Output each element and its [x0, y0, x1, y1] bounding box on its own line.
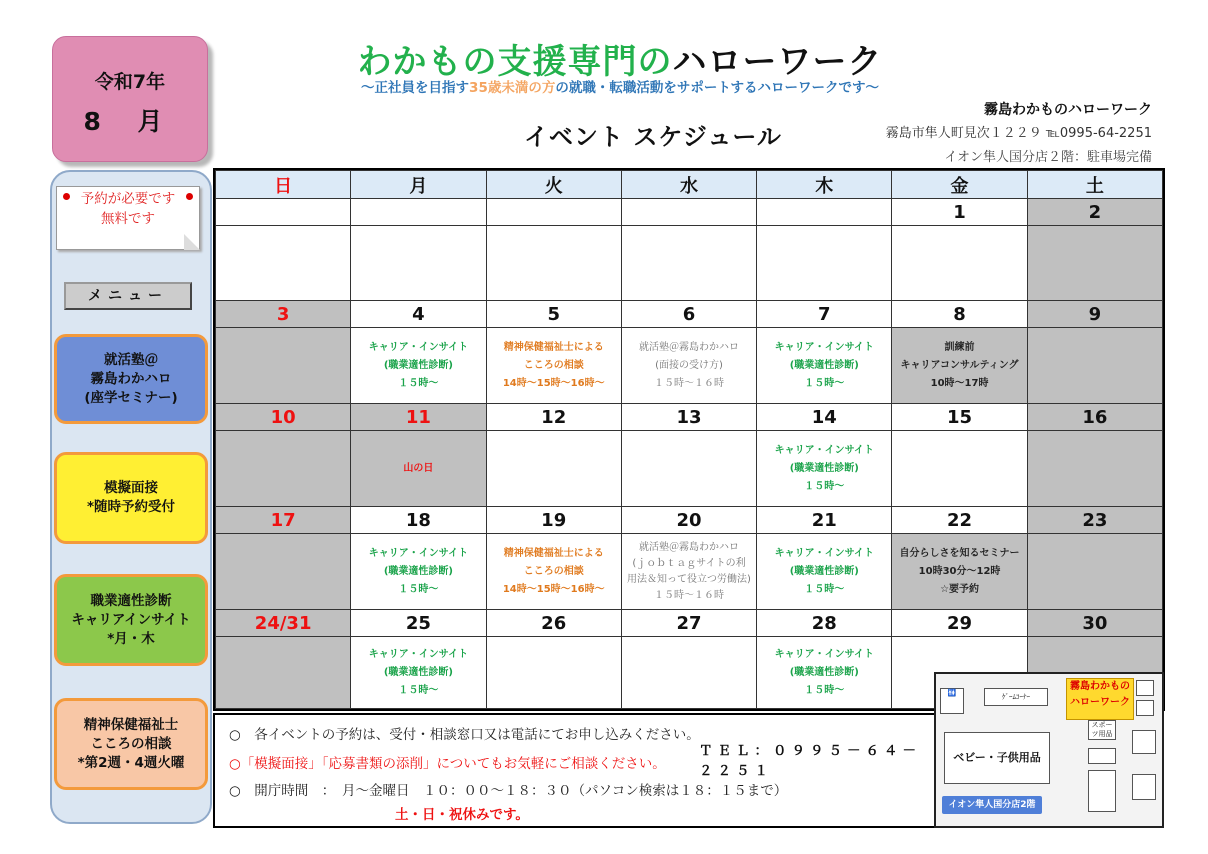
event-line: 14時～15時～16時～	[502, 583, 605, 595]
map-store-label: イオン隼人国分店2階	[942, 796, 1042, 814]
event-cell	[1027, 226, 1162, 301]
date-cell: 10	[216, 404, 351, 431]
event-line: (職業適性診断)	[789, 359, 859, 371]
week-3-dates	[216, 404, 1163, 431]
date-cell: 25	[351, 610, 486, 637]
event-line: (職業適性診断)	[789, 462, 859, 474]
menu-item-aptitude-test[interactable]	[54, 574, 208, 666]
event-line: キャリア・インサイト	[368, 341, 469, 353]
week-3-events	[216, 431, 1163, 507]
menu-item-line: *随時予約受付	[86, 499, 176, 515]
event-line: (職業適性診断)	[383, 565, 453, 577]
date-cell: 12	[486, 404, 621, 431]
footer-note-hours: ○ 開庁時間 ： 月～金曜日 １０：００～１８：３０（パソコン検索は１８：１５まで）	[229, 783, 788, 799]
event-line: 用法＆知って役立つ労働法)	[627, 573, 751, 585]
restroom-icon: 🚻	[940, 688, 964, 714]
era-label: 令和7年	[94, 71, 166, 93]
date-cell: 13	[621, 404, 756, 431]
week-4-dates	[216, 507, 1163, 534]
date-cell: 6	[621, 301, 756, 328]
menu-item-line: 職業適性診断	[90, 592, 172, 609]
date-cell: 18	[351, 507, 486, 534]
date-cell: 17	[216, 507, 351, 534]
event-line: 精神保健福祉士による	[503, 547, 604, 559]
date-cell: 26	[486, 610, 621, 637]
calendar	[213, 168, 1165, 711]
map-shop-box	[1132, 774, 1156, 800]
menu-item-mental-health[interactable]	[54, 698, 208, 790]
event-career-insight[interactable]	[757, 328, 892, 404]
date-cell	[621, 199, 756, 226]
date-cell: 22	[892, 507, 1027, 534]
event-line: １５時～	[804, 684, 845, 696]
event-line: キャリア・インサイト	[368, 547, 469, 559]
event-schedule-title: イベント スケジュール	[524, 123, 782, 151]
event-line: １５時～	[398, 684, 439, 696]
note-line2: 無料です	[101, 211, 155, 227]
event-line: (職業適性診断)	[789, 666, 859, 678]
map-hellowork-highlight	[1066, 678, 1134, 720]
weekday-wed: 水	[621, 171, 756, 199]
month-badge	[52, 36, 208, 162]
subtitle	[300, 76, 940, 96]
menu-item-line: キャリアインサイト	[71, 611, 191, 628]
event-cell	[621, 637, 756, 709]
map-highlight-line: ハローワーク	[1070, 697, 1130, 708]
office-name: 霧島わかものハローワーク	[984, 102, 1152, 118]
office-address: 霧島市隼人町見次１２２９ ℡0995-64-2251	[885, 126, 1152, 141]
event-career-insight[interactable]	[351, 534, 486, 610]
event-line: １５時～１６時	[653, 377, 724, 389]
date-cell: 5	[486, 301, 621, 328]
map-highlight-line: 霧島わかもの	[1070, 681, 1130, 692]
event-line: キャリア・インサイト	[368, 648, 469, 660]
event-line: 14時～15時～16時～	[502, 377, 605, 389]
event-cell	[351, 226, 486, 301]
subtitle-highlight: 35歳未満の方	[469, 80, 556, 96]
weekday-tue: 火	[486, 171, 621, 199]
event-line: (職業適性診断)	[789, 565, 859, 577]
menu-item-line: 精神保健福祉士	[83, 716, 179, 733]
event-line: 10時～17時	[930, 377, 989, 389]
calendar-table	[215, 170, 1163, 709]
subtitle-post: の就職・転職活動をサポートするハローワークです～	[555, 80, 879, 96]
date-cell: 21	[757, 507, 892, 534]
month-label: 8 月	[83, 107, 177, 136]
event-cell	[1027, 328, 1162, 404]
event-line: １５時～	[398, 377, 439, 389]
date-cell: 4	[351, 301, 486, 328]
menu-item-line: 霧島わかハロ	[90, 370, 172, 387]
event-self-discovery-seminar[interactable]	[892, 534, 1027, 610]
floor-map	[934, 672, 1164, 828]
map-shop-box	[1088, 770, 1116, 812]
event-training-consulting[interactable]	[892, 328, 1027, 404]
menu-item-line: (座学セミナー)	[84, 389, 178, 406]
week-4-events	[216, 534, 1163, 610]
week-2-dates	[216, 301, 1163, 328]
event-cell	[216, 226, 351, 301]
pin-icon	[63, 193, 70, 200]
event-cell	[486, 637, 621, 709]
subtitle-pre: ～正社員を目指す	[361, 80, 470, 96]
menu-item-line: 就活塾＠	[104, 351, 158, 368]
menu-item-shukatsu-juku[interactable]	[54, 334, 208, 424]
event-kokoro-consult[interactable]	[486, 328, 621, 404]
event-line: キャリア・インサイト	[774, 648, 874, 660]
event-line: １５時～	[804, 583, 845, 595]
event-line: １５時～１６時	[653, 589, 724, 601]
menu-item-line: *第2週・4週火曜	[77, 754, 185, 771]
office-location: イオン隼人国分店２階：駐車場完備	[944, 150, 1152, 165]
event-line: 就活塾＠霧島わかハロ	[638, 541, 739, 553]
title-green: わかもの支援専門の	[357, 42, 673, 82]
week-5-dates	[216, 610, 1163, 637]
event-line: キャリアコンサルティング	[900, 359, 1019, 371]
date-cell: 20	[621, 507, 756, 534]
footer-notes	[213, 713, 935, 828]
event-cell	[216, 534, 351, 610]
event-line: (面接の受け方)	[655, 359, 723, 371]
event-line: こころの相談	[523, 565, 584, 577]
date-cell	[486, 199, 621, 226]
date-cell: 28	[757, 610, 892, 637]
date-cell: 9	[1027, 301, 1162, 328]
weekday-thu: 木	[757, 171, 892, 199]
event-career-insight[interactable]	[351, 637, 486, 709]
event-cell	[621, 431, 756, 507]
menu-item-mock-interview[interactable]	[54, 452, 208, 544]
event-kokoro-consult[interactable]	[486, 534, 621, 610]
date-cell: 3	[216, 301, 351, 328]
event-cell	[216, 328, 351, 404]
event-line: 10時30分～12時	[918, 565, 1001, 577]
event-career-insight[interactable]	[757, 534, 892, 610]
event-cell	[1027, 431, 1162, 507]
date-cell: 16	[1027, 404, 1162, 431]
event-line: １５時～	[804, 377, 845, 389]
event-line: １５時～	[398, 583, 439, 595]
map-shop-box	[1088, 748, 1116, 764]
event-line: 自分らしさを知るセミナー	[899, 547, 1020, 559]
map-shop-box	[1136, 680, 1154, 696]
pin-icon	[186, 193, 193, 200]
map-game-corner: ｹﾞｰﾑｺｰﾅｰ	[984, 688, 1048, 706]
week-1-events	[216, 226, 1163, 301]
title-black: ハローワーク	[672, 42, 883, 82]
event-cell	[216, 637, 351, 709]
date-cell	[757, 199, 892, 226]
map-baby-goods: ベビー・子供用品	[944, 732, 1050, 784]
date-cell: 8	[892, 301, 1027, 328]
event-career-insight[interactable]	[757, 637, 892, 709]
map-shop-box	[1132, 730, 1156, 754]
date-cell: 11	[351, 404, 486, 431]
menu-item-line: こころの相談	[90, 735, 172, 752]
event-shukatsu-juku[interactable]	[621, 534, 756, 610]
event-line: (職業適性診断)	[383, 359, 453, 371]
event-cell	[1027, 534, 1162, 610]
menu-item-line: 模擬面接	[104, 480, 158, 496]
menu-item-line: *月・木	[107, 630, 155, 647]
event-line: キャリア・インサイト	[774, 444, 874, 456]
date-cell: 14	[757, 404, 892, 431]
date-cell: 29	[892, 610, 1027, 637]
event-line: (職業適性診断)	[383, 666, 453, 678]
event-line: 就活塾＠霧島わかハロ	[638, 341, 739, 353]
event-line: こころの相談	[523, 359, 584, 371]
event-cell	[892, 226, 1027, 301]
menu-header: メニュー	[64, 282, 192, 310]
week-2-events	[216, 328, 1163, 404]
event-cell	[486, 431, 621, 507]
event-holiday: 山の日	[351, 431, 486, 507]
date-cell: 15	[892, 404, 1027, 431]
event-career-insight[interactable]	[757, 431, 892, 507]
map-shop-box	[1136, 700, 1154, 716]
reservation-note	[56, 186, 200, 250]
weekday-sun: 日	[216, 171, 351, 199]
date-cell	[216, 199, 351, 226]
weekday-header	[216, 171, 1163, 199]
event-line: 精神保健福祉士による	[503, 341, 604, 353]
date-cell: 23	[1027, 507, 1162, 534]
event-line: キャリア・インサイト	[774, 547, 874, 559]
date-cell: 27	[621, 610, 756, 637]
event-shukatsu-juku[interactable]	[621, 328, 756, 404]
event-line: ☆要予約	[940, 583, 980, 595]
event-cell	[892, 431, 1027, 507]
footer-note-consult: ○「模擬面接」「応募書類の添削」についてもお気軽にご相談ください。	[229, 756, 666, 772]
date-cell: 1	[892, 199, 1027, 226]
event-line: キャリア・インサイト	[774, 341, 874, 353]
event-line: (ｊｏｂｔａｇサイトの利	[632, 557, 746, 569]
note-line1: 予約が必要です	[80, 191, 176, 207]
footer-note-reservation: ○ 各イベントの予約は、受付・相談窓口又は電話にてお申し込みください。	[229, 727, 700, 743]
event-line: １５時～	[804, 480, 845, 492]
date-cell	[351, 199, 486, 226]
event-line: 訓練前	[944, 341, 975, 353]
date-cell: 30	[1027, 610, 1162, 637]
page-fold-icon	[184, 234, 200, 250]
date-cell: 24/31	[216, 610, 351, 637]
weekday-mon: 月	[351, 171, 486, 199]
weekday-sat: 土	[1027, 171, 1162, 199]
footer-tel[interactable]: ＴＥＬ：０９９５－６４－２２５１	[699, 743, 921, 779]
week-1-dates	[216, 199, 1163, 226]
date-cell: 2	[1027, 199, 1162, 226]
event-cell	[621, 226, 756, 301]
event-cell	[486, 226, 621, 301]
event-cell	[757, 226, 892, 301]
event-career-insight[interactable]	[351, 328, 486, 404]
footer-closed-days: 土・日・祝休みです。	[395, 807, 529, 823]
date-cell: 7	[757, 301, 892, 328]
date-cell: 19	[486, 507, 621, 534]
map-sports: スポーツ用品	[1088, 720, 1116, 740]
event-cell	[216, 431, 351, 507]
weekday-fri: 金	[892, 171, 1027, 199]
